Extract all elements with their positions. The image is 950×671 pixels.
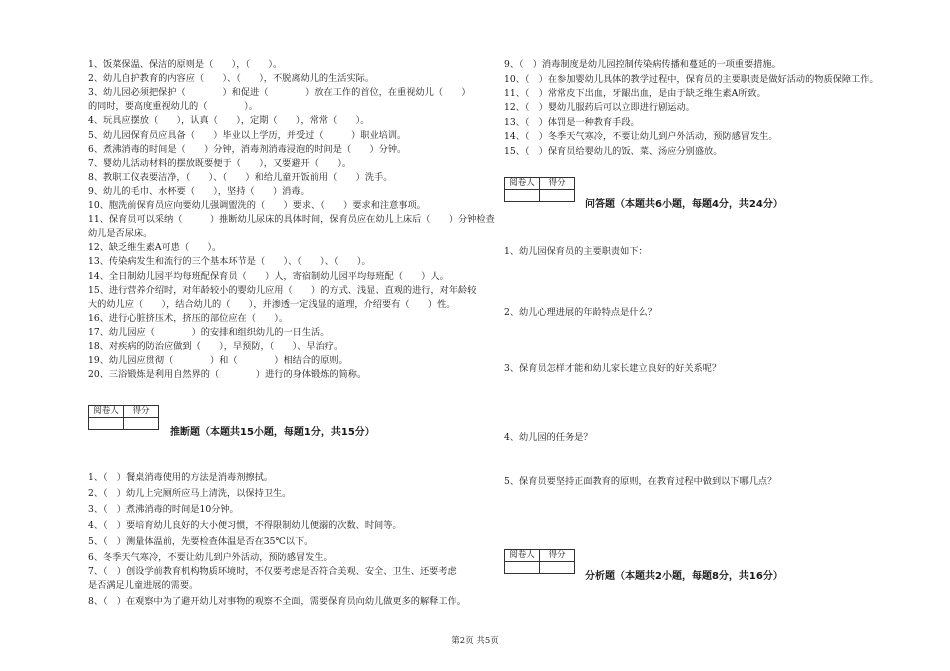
question-line: 11、保育员可以采纳（ ）推断幼儿尿床的具体时间，保育员应在幼儿上床后（ ）分钟检查 <box>88 214 495 226</box>
judge-item: 2、（ ）幼儿上完厕所应马上清洗，以保持卫生。 <box>88 488 292 499</box>
question-line: 大的幼儿应（ ），结合幼儿的（ ），并渗透一定浅显的道理，介绍要有（ ）性。 <box>88 298 456 310</box>
judge-item: 15、（ ）保育员给婴幼儿的饭、菜、汤应分别盛放。 <box>504 146 723 157</box>
question-line: 18、对疾病的防治应做到（ ），早预防，（ ）、早治疗。 <box>88 341 344 352</box>
judge-item: 4、（ ）要培育幼儿良好的大小便习惯，不得限制幼儿便溺的次数、时间等。 <box>88 520 402 531</box>
qa-item: 1、幼儿园保育员的主要职责如下： <box>504 246 648 257</box>
reviewer-cell[interactable] <box>505 190 540 202</box>
judge-item: 5、（ ）测量体温前，先要检查体温是否在35℃以下。 <box>88 536 314 547</box>
reviewer-header: 阅卷人 <box>505 178 540 190</box>
reviewer-header: 阅卷人 <box>505 550 540 562</box>
section-title-qa: 问答题（本题共6小题，每题4分，共24分） <box>585 199 783 210</box>
reviewer-cell[interactable] <box>89 418 124 430</box>
question-line: 16、进行心脏挤压术，挤压的部位应在（ ）。 <box>88 312 289 324</box>
judge-item: 13、（ ）体罚是一种教育手段。 <box>504 117 640 128</box>
score-header: 得分 <box>540 178 575 190</box>
question-line: 19、幼儿园应贯彻（ ）和（ ）相结合的原则。 <box>88 355 348 367</box>
question-line: 12、缺乏维生素A可患（ ）。 <box>88 242 222 254</box>
question-line: 的同时，要高度重视幼儿的（ ）。 <box>88 101 258 113</box>
question-line: 17、幼儿园应（ ）的安排和组织幼儿的一日生活。 <box>88 326 330 338</box>
score-header: 得分 <box>540 550 575 562</box>
question-line: 1、饭菜保温、保洁的原则是（ ），（ ）。 <box>88 59 283 70</box>
judge-item: 12、（ ）婴幼儿服药后可以立即进行剧运动。 <box>504 102 695 113</box>
qa-item: 2、幼儿心理进展的年龄特点是什么？ <box>504 307 657 318</box>
question-line: 2、幼儿自护教育的内容应（ ）、（ ），不脱离幼儿的生活实际。 <box>88 73 375 85</box>
question-line: 6、煮沸消毒的时间是（ ）分钟，消毒剂消毒浸泡的时间是（ ）分钟。 <box>88 143 407 155</box>
score-header: 得分 <box>124 406 159 418</box>
score-cell[interactable] <box>124 418 159 430</box>
question-line: 20、三浴锻炼是利用自然界的（ ）进行的身体锻炼的简称。 <box>88 369 367 381</box>
score-cell[interactable] <box>540 562 575 574</box>
judge-item: 8、（ ）在观察中为了避开幼儿对事物的观察不全面，需要保育员向幼儿做更多的解释工作。 <box>88 596 466 607</box>
question-line: 10、胞洗前保育员应向要幼儿强调盥洗的（ ）要求、（ ）要求和注意事项。 <box>88 200 426 211</box>
judge-item: 1、（ ）餐桌消毒使用的方法是消毒剂擦拭。 <box>88 472 273 483</box>
question-line: 9、幼儿的毛巾、水杯要（ ），坚持（ ）消毒。 <box>88 185 310 197</box>
question-line: 幼儿是否尿床。 <box>88 228 153 240</box>
question-line: 14、全日制幼儿园平均每班配保育员（ ）人，寄宿制幼儿园平均每班配（ ）人。 <box>88 270 449 282</box>
question-line: 7、婴幼儿活动材料的摆放既要便于（ ），又要避开（ ）。 <box>88 157 352 169</box>
qa-item: 5、保育员要坚持正面教育的原则，在教育过程中做到以下哪几点？ <box>504 476 777 487</box>
reviewer-header: 阅卷人 <box>89 406 124 418</box>
reviewer-cell[interactable] <box>505 562 540 574</box>
question-line: 15、进行营养介绍时，对年龄较小的婴幼儿应用（ ）的方式、浅显、直观的进行，对年龄较 <box>88 284 477 296</box>
judge-item: 6、冬季天气寒冷，不要让幼儿到户外活动，预防感冒发生。 <box>88 552 333 563</box>
qa-item: 4、幼儿园的任务是？ <box>504 432 593 443</box>
question-line: 3、幼儿园必须把保护（ ）和促进（ ）放在工作的首位，在重视幼儿（ ） <box>88 87 471 99</box>
question-line: 5、幼儿园保育员应具备（ ）毕业以上学历，并受过（ ）职业培训。 <box>88 129 407 141</box>
judge-item: 11、（ ）常常皮下出血，牙龈出血，是由于缺乏维生素A所致。 <box>504 88 766 99</box>
question-line: 13、传染病发生和流行的三个基本环节是（ ）、（ ）、（ ）。 <box>88 256 371 268</box>
judge-item: 9、（ ）消毒制度是幼儿园控制传染病传播和蔓延的一项重要措施。 <box>504 59 781 70</box>
score-table-judge <box>88 405 159 430</box>
section-title-judge: 推断题（本题共15小题，每题1分，共15分） <box>170 427 375 438</box>
judge-item: 3、（ ）煮沸消毒的时间是10分钟。 <box>88 504 239 515</box>
score-cell[interactable] <box>540 190 575 202</box>
score-table-qa <box>504 177 575 202</box>
judge-item: 10、（ ）在参加婴幼儿具体的教学过程中，保育员的主要职责是做好活动的物质保障工作。 <box>504 74 879 85</box>
section-title-analysis: 分析题（本题共2小题，每题8分，共16分） <box>585 571 783 582</box>
judge-item: 是否满足儿童进展的需要。 <box>88 580 199 591</box>
judge-item: 7、（ ）创设学前教育机构物质环境时，不仅要考虑是否符合美观、安全、卫生、还要考虑 <box>88 566 457 577</box>
question-line: 8、教职工仪表要洁净，（ ）、（ ）和给儿童开饭前用（ ）洗手。 <box>88 171 393 183</box>
score-table-analysis <box>504 549 575 574</box>
question-line: 4、玩具应摆放（ ），认真（ ），定期（ ），常常（ ）。 <box>88 115 370 127</box>
page-footer: 第2页 共5页 <box>451 636 499 646</box>
judge-item: 14、（ ）冬季天气寒冷，不要让幼儿到户外活动，预防感冒发生。 <box>504 131 778 142</box>
qa-item: 3、保育员怎样才能和幼儿家长建立良好的好关系呢？ <box>504 363 722 374</box>
